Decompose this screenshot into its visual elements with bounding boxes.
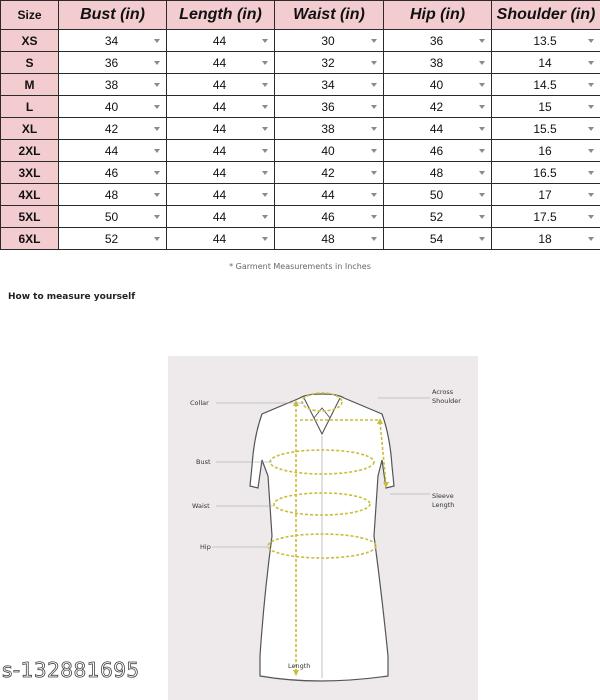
waist-dropdown[interactable] bbox=[275, 232, 383, 246]
dropdown-caret-icon[interactable] bbox=[588, 149, 594, 153]
hip-cell bbox=[384, 118, 492, 140]
length-dropdown[interactable] bbox=[167, 188, 274, 202]
dropdown-caret-icon[interactable] bbox=[371, 105, 377, 109]
shoulder-cell bbox=[492, 206, 600, 228]
bust-value: 50 bbox=[104, 209, 119, 224]
across-shoulder-label-line1: Across bbox=[432, 388, 454, 396]
hip-dropdown[interactable] bbox=[384, 188, 491, 202]
shoulder-cell bbox=[492, 118, 600, 140]
hip-cell bbox=[384, 140, 492, 162]
table-body bbox=[1, 30, 600, 250]
length-dropdown[interactable] bbox=[167, 166, 274, 180]
length-dropdown[interactable] bbox=[167, 34, 274, 48]
dropdown-caret-icon[interactable] bbox=[371, 237, 377, 241]
table-row bbox=[1, 140, 600, 162]
bust-value: 42 bbox=[104, 121, 119, 136]
hip-cell bbox=[384, 96, 492, 118]
hip-dropdown[interactable] bbox=[384, 232, 491, 246]
dropdown-caret-icon[interactable] bbox=[479, 39, 485, 43]
measurement-diagram bbox=[168, 356, 478, 700]
size-cell: S bbox=[1, 52, 59, 74]
dropdown-caret-icon[interactable] bbox=[371, 171, 377, 175]
hip-value: 54 bbox=[429, 231, 444, 246]
length-value: 44 bbox=[212, 143, 227, 158]
dropdown-caret-icon[interactable] bbox=[479, 193, 485, 197]
waist-value: 30 bbox=[321, 33, 335, 48]
bust-cell bbox=[59, 52, 167, 74]
table-row bbox=[1, 228, 600, 250]
shoulder-cell bbox=[492, 184, 600, 206]
dropdown-caret-icon[interactable] bbox=[262, 39, 268, 43]
bust-value: 48 bbox=[104, 187, 119, 202]
waist-value: 46 bbox=[321, 209, 335, 224]
bust-dropdown[interactable] bbox=[59, 100, 166, 114]
waist-cell bbox=[275, 52, 384, 74]
shoulder-cell bbox=[492, 96, 600, 118]
bust-cell bbox=[59, 30, 167, 52]
waist-value: 40 bbox=[321, 143, 335, 158]
hip-cell bbox=[384, 206, 492, 228]
bust-dropdown[interactable] bbox=[59, 78, 166, 92]
waist-cell bbox=[275, 140, 384, 162]
shoulder-cell bbox=[492, 140, 600, 162]
waist-cell bbox=[275, 228, 384, 250]
shoulder-value: 18 bbox=[538, 231, 552, 246]
table-row bbox=[1, 118, 600, 140]
waist-dropdown[interactable] bbox=[275, 56, 383, 70]
column-header-waist: Waist (in) bbox=[275, 1, 384, 30]
dropdown-caret-icon[interactable] bbox=[371, 193, 377, 197]
hip-label: Hip bbox=[200, 543, 211, 551]
measurement-footnote: * Garment Measurements in Inches bbox=[229, 262, 371, 271]
size-cell: 5XL bbox=[1, 206, 59, 228]
shoulder-value: 14.5 bbox=[533, 77, 557, 92]
bust-value: 38 bbox=[104, 77, 119, 92]
hip-dropdown[interactable] bbox=[384, 144, 491, 158]
dropdown-caret-icon[interactable] bbox=[262, 149, 268, 153]
dropdown-caret-icon[interactable] bbox=[588, 105, 594, 109]
collar-label: Collar bbox=[190, 399, 209, 407]
size-cell: XS bbox=[1, 30, 59, 52]
length-cell bbox=[167, 118, 275, 140]
hip-dropdown[interactable] bbox=[384, 166, 491, 180]
length-cell bbox=[167, 228, 275, 250]
hip-cell bbox=[384, 184, 492, 206]
size-cell: 2XL bbox=[1, 140, 59, 162]
sleeve-length-label-line2: Length bbox=[432, 501, 455, 509]
bust-cell bbox=[59, 184, 167, 206]
length-value: 44 bbox=[212, 121, 227, 136]
waist-cell bbox=[275, 206, 384, 228]
dropdown-caret-icon[interactable] bbox=[479, 237, 485, 241]
column-header-size: Size bbox=[1, 1, 59, 30]
dropdown-caret-icon[interactable] bbox=[371, 215, 377, 219]
length-value: 44 bbox=[212, 187, 227, 202]
shoulder-cell bbox=[492, 52, 600, 74]
waist-value: 36 bbox=[321, 99, 335, 114]
dropdown-caret-icon[interactable] bbox=[479, 215, 485, 219]
waist-value: 32 bbox=[321, 55, 335, 70]
waist-dropdown[interactable] bbox=[275, 34, 383, 48]
hip-cell bbox=[384, 52, 492, 74]
dropdown-caret-icon[interactable] bbox=[262, 83, 268, 87]
shoulder-cell bbox=[492, 228, 600, 250]
waist-dropdown[interactable] bbox=[275, 78, 383, 92]
dress-illustration bbox=[168, 356, 478, 700]
dropdown-caret-icon[interactable] bbox=[371, 39, 377, 43]
shoulder-cell bbox=[492, 30, 600, 52]
length-cell bbox=[167, 52, 275, 74]
table-row bbox=[1, 96, 600, 118]
length-dropdown[interactable] bbox=[167, 122, 274, 136]
bust-dropdown[interactable] bbox=[59, 122, 166, 136]
length-dropdown[interactable] bbox=[167, 232, 274, 246]
table-row bbox=[1, 206, 600, 228]
dropdown-caret-icon[interactable] bbox=[154, 105, 160, 109]
hip-cell bbox=[384, 30, 492, 52]
length-dropdown[interactable] bbox=[167, 210, 274, 224]
table-row bbox=[1, 184, 600, 206]
waist-value: 44 bbox=[321, 187, 335, 202]
hip-value: 48 bbox=[429, 165, 444, 180]
shoulder-dropdown[interactable] bbox=[492, 34, 600, 48]
waist-cell bbox=[275, 74, 384, 96]
waist-cell bbox=[275, 162, 384, 184]
waist-dropdown[interactable] bbox=[275, 144, 383, 158]
table-row bbox=[1, 74, 600, 96]
shoulder-dropdown[interactable] bbox=[492, 78, 600, 92]
dropdown-caret-icon[interactable] bbox=[588, 171, 594, 175]
length-label: Length bbox=[288, 662, 311, 670]
shoulder-cell bbox=[492, 74, 600, 96]
length-value: 44 bbox=[212, 55, 227, 70]
column-header-length: Length (in) bbox=[167, 1, 275, 30]
bust-value: 34 bbox=[104, 33, 119, 48]
hip-value: 36 bbox=[429, 33, 444, 48]
hip-value: 44 bbox=[429, 121, 444, 136]
across-shoulder-label-line2: Shoulder bbox=[432, 397, 461, 405]
dropdown-caret-icon[interactable] bbox=[588, 39, 594, 43]
bust-cell bbox=[59, 96, 167, 118]
length-dropdown[interactable] bbox=[167, 56, 274, 70]
hip-cell bbox=[384, 74, 492, 96]
dropdown-caret-icon[interactable] bbox=[479, 127, 485, 131]
shoulder-value: 14 bbox=[538, 55, 552, 70]
size-cell: 6XL bbox=[1, 228, 59, 250]
dropdown-caret-icon[interactable] bbox=[588, 215, 594, 219]
shoulder-value: 13.5 bbox=[533, 33, 557, 48]
waist-dropdown[interactable] bbox=[275, 166, 383, 180]
shoulder-value: 15.5 bbox=[533, 121, 557, 136]
hip-dropdown[interactable] bbox=[384, 210, 491, 224]
hip-dropdown[interactable] bbox=[384, 100, 491, 114]
waist-dropdown[interactable] bbox=[275, 210, 383, 224]
shoulder-value: 17 bbox=[538, 187, 552, 202]
waist-value: 38 bbox=[321, 121, 335, 136]
dropdown-caret-icon[interactable] bbox=[371, 149, 377, 153]
size-chart-table bbox=[0, 0, 600, 250]
shoulder-dropdown[interactable] bbox=[492, 232, 600, 246]
waist-value: 48 bbox=[321, 231, 335, 246]
hip-cell bbox=[384, 228, 492, 250]
column-header-shoulder: Shoulder (in) bbox=[492, 1, 600, 30]
bust-cell bbox=[59, 118, 167, 140]
shoulder-value: 15 bbox=[538, 99, 552, 114]
dropdown-caret-icon[interactable] bbox=[154, 39, 160, 43]
bust-dropdown[interactable] bbox=[59, 232, 166, 246]
bust-value: 36 bbox=[104, 55, 119, 70]
length-dropdown[interactable] bbox=[167, 78, 274, 92]
waist-dropdown[interactable] bbox=[275, 122, 383, 136]
bust-value: 46 bbox=[104, 165, 119, 180]
product-code-watermark: s-132881695 bbox=[2, 658, 140, 682]
hip-value: 42 bbox=[429, 99, 444, 114]
hip-dropdown[interactable] bbox=[384, 122, 491, 136]
shoulder-dropdown[interactable] bbox=[492, 166, 600, 180]
bust-dropdown[interactable] bbox=[59, 210, 166, 224]
dropdown-caret-icon[interactable] bbox=[262, 105, 268, 109]
dropdown-caret-icon[interactable] bbox=[479, 105, 485, 109]
length-cell bbox=[167, 206, 275, 228]
dropdown-caret-icon[interactable] bbox=[588, 237, 594, 241]
hip-value: 46 bbox=[429, 143, 444, 158]
dropdown-caret-icon[interactable] bbox=[479, 61, 485, 65]
shoulder-dropdown[interactable] bbox=[492, 210, 600, 224]
waist-cell bbox=[275, 184, 384, 206]
dropdown-caret-icon[interactable] bbox=[479, 171, 485, 175]
bust-cell bbox=[59, 228, 167, 250]
waist-value: 34 bbox=[321, 77, 335, 92]
dropdown-caret-icon[interactable] bbox=[479, 83, 485, 87]
bust-dropdown[interactable] bbox=[59, 56, 166, 70]
hip-dropdown[interactable] bbox=[384, 78, 491, 92]
length-cell bbox=[167, 74, 275, 96]
hip-dropdown[interactable] bbox=[384, 34, 491, 48]
bust-value: 52 bbox=[104, 231, 119, 246]
shoulder-dropdown[interactable] bbox=[492, 144, 600, 158]
shoulder-dropdown[interactable] bbox=[492, 56, 600, 70]
shoulder-dropdown[interactable] bbox=[492, 100, 600, 114]
dropdown-caret-icon[interactable] bbox=[262, 171, 268, 175]
hip-value: 40 bbox=[429, 77, 444, 92]
waist-dropdown[interactable] bbox=[275, 188, 383, 202]
bust-label: Bust bbox=[196, 458, 211, 466]
sleeve-length-label-line1: Sleeve bbox=[432, 492, 454, 500]
bust-cell bbox=[59, 140, 167, 162]
size-cell: 3XL bbox=[1, 162, 59, 184]
hip-cell bbox=[384, 162, 492, 184]
size-cell: M bbox=[1, 74, 59, 96]
dropdown-caret-icon[interactable] bbox=[371, 83, 377, 87]
dropdown-caret-icon[interactable] bbox=[154, 215, 160, 219]
length-value: 44 bbox=[212, 209, 227, 224]
dropdown-caret-icon[interactable] bbox=[154, 193, 160, 197]
waist-dropdown[interactable] bbox=[275, 100, 383, 114]
size-cell: L bbox=[1, 96, 59, 118]
waist-label: Waist bbox=[192, 502, 210, 510]
table-header-row bbox=[1, 1, 600, 30]
length-value: 44 bbox=[212, 77, 227, 92]
dropdown-caret-icon[interactable] bbox=[154, 237, 160, 241]
dropdown-caret-icon[interactable] bbox=[371, 127, 377, 131]
table-row bbox=[1, 162, 600, 184]
length-dropdown[interactable] bbox=[167, 100, 274, 114]
dropdown-caret-icon[interactable] bbox=[262, 127, 268, 131]
hip-dropdown[interactable] bbox=[384, 56, 491, 70]
size-cell: XL bbox=[1, 118, 59, 140]
length-value: 44 bbox=[212, 165, 227, 180]
how-to-measure-heading: How to measure yourself bbox=[8, 292, 136, 302]
bust-cell bbox=[59, 74, 167, 96]
length-dropdown[interactable] bbox=[167, 144, 274, 158]
dropdown-caret-icon[interactable] bbox=[154, 83, 160, 87]
table-row bbox=[1, 52, 600, 74]
dropdown-caret-icon[interactable] bbox=[588, 127, 594, 131]
dropdown-caret-icon[interactable] bbox=[588, 61, 594, 65]
dropdown-caret-icon[interactable] bbox=[588, 193, 594, 197]
dropdown-caret-icon[interactable] bbox=[262, 61, 268, 65]
waist-cell bbox=[275, 118, 384, 140]
dropdown-caret-icon[interactable] bbox=[154, 61, 160, 65]
shoulder-dropdown[interactable] bbox=[492, 122, 600, 136]
waist-cell bbox=[275, 30, 384, 52]
bust-cell bbox=[59, 206, 167, 228]
hip-value: 50 bbox=[429, 187, 444, 202]
waist-cell bbox=[275, 96, 384, 118]
shoulder-value: 17.5 bbox=[533, 209, 557, 224]
bust-dropdown[interactable] bbox=[59, 166, 166, 180]
bust-dropdown[interactable] bbox=[59, 188, 166, 202]
length-cell bbox=[167, 30, 275, 52]
column-header-hip: Hip (in) bbox=[384, 1, 492, 30]
waist-value: 42 bbox=[321, 165, 335, 180]
length-value: 44 bbox=[212, 99, 227, 114]
dropdown-caret-icon[interactable] bbox=[479, 149, 485, 153]
shoulder-cell bbox=[492, 162, 600, 184]
dropdown-caret-icon[interactable] bbox=[154, 149, 160, 153]
bust-dropdown[interactable] bbox=[59, 34, 166, 48]
shoulder-value: 16 bbox=[538, 143, 552, 158]
size-cell: 4XL bbox=[1, 184, 59, 206]
dropdown-caret-icon[interactable] bbox=[154, 171, 160, 175]
bust-value: 40 bbox=[104, 99, 119, 114]
hip-value: 52 bbox=[429, 209, 444, 224]
hip-value: 38 bbox=[429, 55, 444, 70]
dropdown-caret-icon[interactable] bbox=[154, 127, 160, 131]
bust-value: 44 bbox=[104, 143, 119, 158]
length-cell bbox=[167, 96, 275, 118]
shoulder-value: 16.5 bbox=[533, 165, 557, 180]
column-header-bust: Bust (in) bbox=[59, 1, 167, 30]
length-value: 44 bbox=[212, 231, 227, 246]
length-cell bbox=[167, 162, 275, 184]
dropdown-caret-icon[interactable] bbox=[371, 61, 377, 65]
dropdown-caret-icon[interactable] bbox=[588, 83, 594, 87]
bust-cell bbox=[59, 162, 167, 184]
length-cell bbox=[167, 184, 275, 206]
dropdown-caret-icon[interactable] bbox=[262, 237, 268, 241]
length-cell bbox=[167, 140, 275, 162]
bust-dropdown[interactable] bbox=[59, 144, 166, 158]
dropdown-caret-icon[interactable] bbox=[262, 193, 268, 197]
table-row bbox=[1, 30, 600, 52]
dropdown-caret-icon[interactable] bbox=[262, 215, 268, 219]
shoulder-dropdown[interactable] bbox=[492, 188, 600, 202]
length-value: 44 bbox=[212, 33, 227, 48]
